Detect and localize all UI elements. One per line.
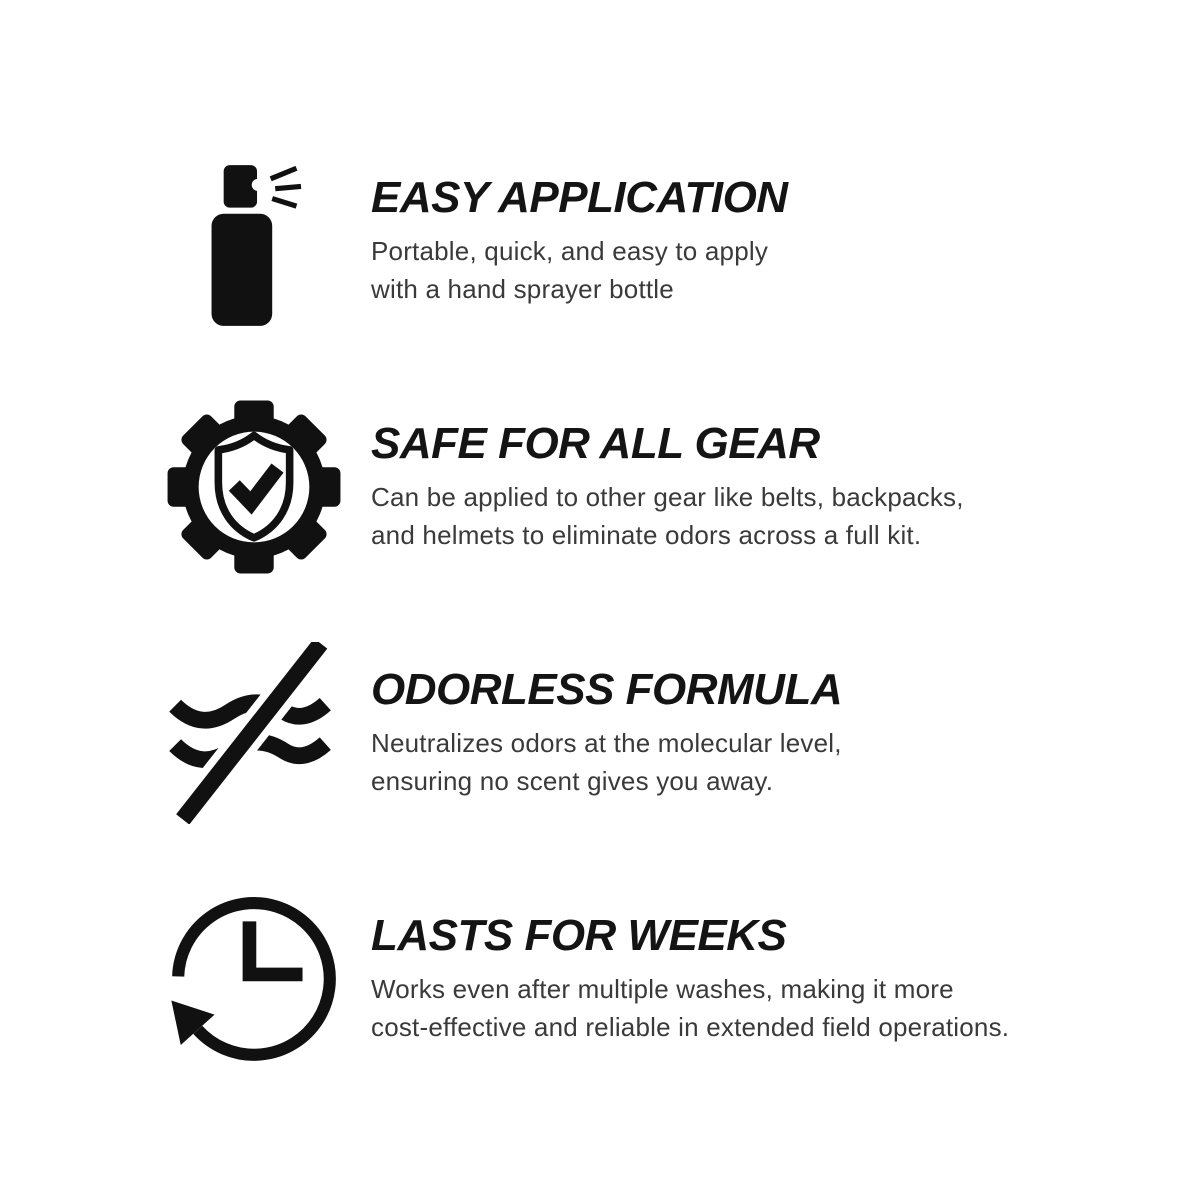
feature-heading: ODORLESS FORMULA — [371, 665, 843, 715]
feature-row-safe-for-all-gear — [163, 396, 1110, 578]
feature-desc-line: cost-effective and reliable in extended field operations. — [371, 1011, 1010, 1042]
feature-text — [371, 912, 1110, 1045]
feature-heading: SAFE FOR ALL GEAR — [371, 419, 820, 469]
feature-text — [371, 666, 1110, 799]
feature-row-easy-application — [163, 150, 1110, 332]
feature-desc-line: and helmets to eliminate odors across a full kit. — [371, 519, 922, 550]
gear-shield-check-icon — [163, 396, 345, 578]
feature-desc-line: Works even after multiple washes, making it more — [371, 973, 954, 1004]
feature-desc-line: with a hand sprayer bottle — [371, 273, 674, 304]
feature-desc-line: Portable, quick, and easy to apply — [371, 235, 769, 266]
feature-heading: EASY APPLICATION — [371, 173, 788, 223]
feature-desc-line: Can be applied to other gear like belts, backpacks, — [371, 481, 964, 512]
feature-text — [371, 174, 1110, 307]
feature-row-odorless-formula — [163, 642, 1110, 824]
clock-history-icon — [163, 888, 345, 1070]
feature-desc-line: Neutralizes odors at the molecular level, — [371, 727, 842, 758]
odorless-waves-slash-icon — [163, 642, 345, 824]
feature-description — [371, 724, 1110, 800]
feature-heading: LASTS FOR WEEKS — [371, 911, 787, 961]
feature-text — [371, 420, 1110, 553]
feature-description — [371, 970, 1110, 1046]
spray-bottle-icon — [163, 150, 345, 332]
feature-row-lasts-for-weeks — [163, 888, 1110, 1070]
feature-description — [371, 478, 1110, 554]
feature-desc-line: ensuring no scent gives you away. — [371, 765, 774, 796]
feature-description — [371, 232, 1110, 308]
